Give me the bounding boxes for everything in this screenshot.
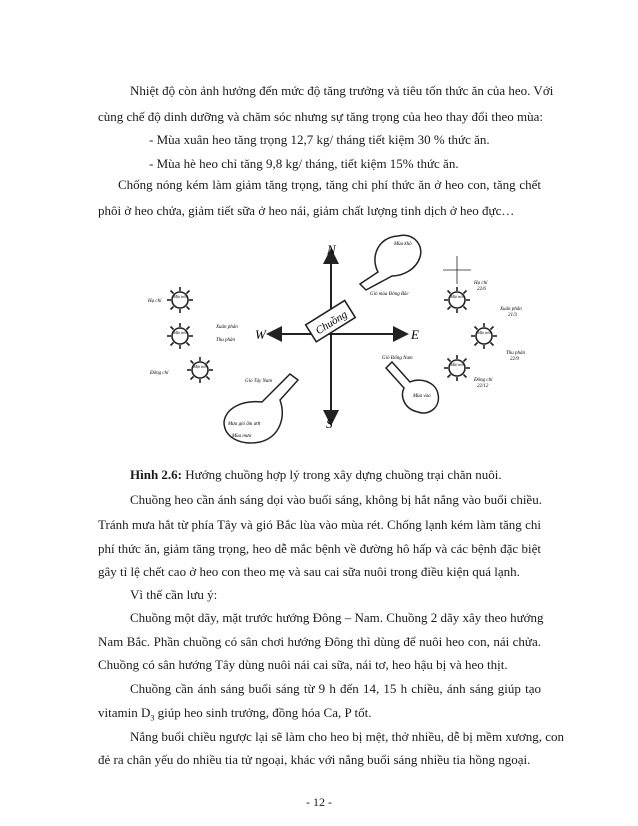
southwest-wind-label: Gió Tây Nam <box>245 379 272 384</box>
winter-solstice-right-date: 22/12 <box>477 384 489 389</box>
southwest-wind-shape <box>224 374 298 443</box>
label-west: W <box>255 327 266 342</box>
vitamin-subscript: 3 <box>150 713 155 723</box>
barn-label: Chuồng <box>313 308 350 338</box>
humid-rain-label: Mưa gió ẩm ướt <box>228 422 261 427</box>
sun-label: Mặt trời <box>450 294 464 299</box>
paragraph-7-line-1: Nắng buổi chiều ngược lại sẽ làm cho heo bị mệt, thở nhiều, dễ bị mềm xương, con <box>130 729 565 744</box>
dry-season-wind-shape <box>360 235 421 290</box>
spring-equinox-right: Xuân phân <box>500 307 522 312</box>
southeast-wind-shape <box>386 362 438 413</box>
paragraph-3-line-3: phí thức ăn, giảm tăng trọng, heo dễ mắc bệnh về đường hô hấp và các bệnh đặc biệt <box>98 541 541 556</box>
caption-label: Hình 2.6: <box>130 467 183 482</box>
paragraph-4: Vì thế cần lưu ý: <box>130 587 218 602</box>
paragraph-2-line-1: Chống nóng kém làm giảm tăng trọng, tăng chi phí thức ăn ở heo con, tăng chết <box>118 177 541 192</box>
paragraph-6-line-2 <box>98 705 371 723</box>
paragraph-1-line-1: Nhiệt độ còn ảnh hưởng đến mức độ tăng trưởng và tiêu tốn thức ăn của heo. Với <box>130 83 554 98</box>
paragraph-3-line-1: Chuồng heo cần ánh sáng dọi vào buổi sáng, không bị hắt nắng vào buổi chiều. <box>130 492 542 507</box>
figure-caption <box>130 467 502 483</box>
sun-label: Mặt trời <box>193 364 207 369</box>
paragraph-3-line-2: Tránh mưa hắt từ phía Tây và gió Bắc lùa vào mùa rét. Chống lạnh kém làm tăng chi <box>98 517 541 532</box>
paragraph-5-line-2: Nam Bắc. Phần chuồng có sân chơi hướng Đông thì dùng để nuôi heo con, nái chửa. <box>98 634 541 649</box>
autumn-equinox-right-date: 22/9 <box>510 357 519 362</box>
sun-icon <box>444 287 470 313</box>
paragraph-6-line-1: Chuồng cần ánh sáng buổi sáng từ 9 h đến 14, 15 h chiều, ánh sáng giúp tạo <box>130 681 541 696</box>
sun-icon <box>187 357 213 383</box>
entry-season-label: Mùa vào <box>413 394 431 399</box>
label-north: N <box>327 242 336 257</box>
page-number: - 12 - <box>306 795 332 809</box>
sun-icon <box>167 323 193 349</box>
spring-equinox-left: Xuân phân <box>216 325 238 330</box>
summer-solstice-right: Hạ chí <box>474 281 488 286</box>
paragraph-5-line-3: Chuồng có sân hướng Tây dùng nuôi nái cai sữa, nái tơ, heo hậu bị và heo thịt. <box>98 657 508 672</box>
paragraph-7-line-2: đẻ ra chân yếu do nhiều tia tử ngoại, khác với nắng buổi sáng nhiều tia hồng ngoại. <box>98 752 531 767</box>
sun-label: Mặt trời <box>173 294 187 299</box>
bullet-summer: - Mùa hè heo chỉ tăng 9,8 kg/ tháng, tiết kiệm 15% thức ăn. <box>149 156 459 171</box>
summer-solstice-right-date: 22/6 <box>477 287 486 292</box>
label-east: E <box>411 327 419 342</box>
sun-icon <box>167 287 193 313</box>
sun-label: Mặt trời <box>173 330 187 335</box>
dry-season-label: Mùa khô <box>394 242 412 247</box>
northeast-monsoon-label: Gió mùa Đông Bắc <box>370 292 409 297</box>
winter-solstice-right: Đông chí <box>474 378 493 383</box>
southeast-wind-label: Gió Đông Nam <box>382 356 413 361</box>
caption-text: Hướng chuồng hợp lý trong xây dựng chuồng trại chăn nuôi. <box>182 467 502 482</box>
autumn-equinox-left: Thu phân <box>216 338 236 343</box>
rainy-season-label: Mùa mưa <box>232 434 252 439</box>
sun-icon <box>444 355 470 381</box>
vitamin-text: vitamin D <box>98 705 151 720</box>
barn-orientation-figure <box>120 232 540 457</box>
paragraph-5-line-1: Chuồng một dãy, mặt trước hướng Đông – Nam. Chuồng 2 dãy xây theo hướng <box>130 610 544 625</box>
sun-icon <box>471 323 497 349</box>
vitamin-text-rest: giúp heo sinh trưởng, đồng hóa Ca, P tốt. <box>154 705 372 720</box>
bullet-spring: - Mùa xuân heo tăng trọng 12,7 kg/ tháng tiết kiệm 30 % thức ăn. <box>149 132 490 147</box>
paragraph-2-line-2: phôi ở heo chửa, giảm tiết sữa ở heo nái, giảm chất lượng tinh dịch ở heo đực… <box>98 203 515 218</box>
spring-equinox-right-date: 21/3 <box>508 313 517 318</box>
summer-solstice-left: Hạ chí <box>148 299 162 304</box>
paragraph-3-line-4: gây tỉ lệ chết cao ở heo con theo mẹ và sau cai sữa nuôi trong điều kiện quá lạnh. <box>98 564 520 579</box>
autumn-equinox-right: Thu phân <box>506 351 526 356</box>
paragraph-1-line-2: cùng chế độ dinh dưỡng và chăm sóc nhưng sự tăng trọng của heo thay đổi theo mùa: <box>98 109 543 124</box>
winter-solstice-left: Đông chí <box>150 371 169 376</box>
sun-label: Mặt trời <box>450 362 464 367</box>
label-south: S <box>326 416 333 431</box>
sun-label: Mặt trời <box>477 330 491 335</box>
